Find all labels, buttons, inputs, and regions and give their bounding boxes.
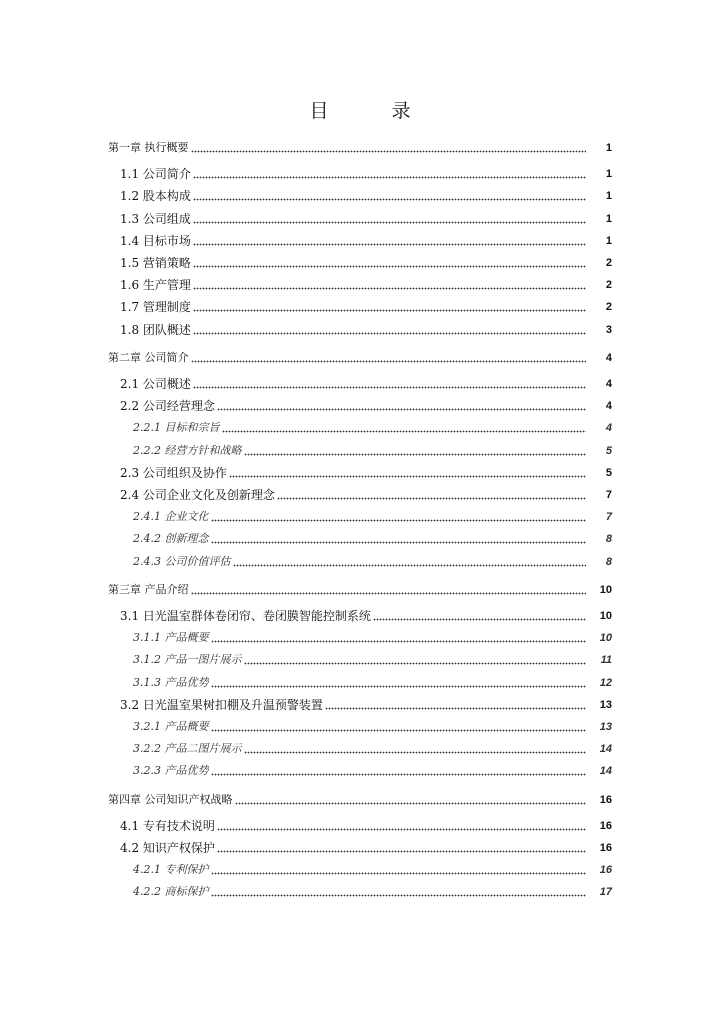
toc-entry-label: 1.3 公司组成 bbox=[120, 211, 191, 226]
toc-subsection-entry[interactable] bbox=[133, 859, 612, 877]
toc-section-entry[interactable] bbox=[120, 694, 612, 712]
toc-chapter-entry[interactable] bbox=[108, 579, 612, 597]
toc-entry-label: 4.2.2 商标保护 bbox=[133, 885, 209, 899]
toc-section-entry[interactable] bbox=[120, 252, 612, 270]
toc-section-entry[interactable] bbox=[120, 837, 612, 855]
toc-page-number: 4 bbox=[605, 378, 612, 390]
toc-chapter-entry[interactable] bbox=[108, 789, 612, 807]
toc-entry-label: 3.1.3 产品优势 bbox=[133, 675, 209, 689]
toc-dot-leader bbox=[193, 212, 586, 224]
toc-entry-label: 3.1.2 产品一图片展示 bbox=[133, 653, 242, 667]
toc-dot-leader bbox=[217, 399, 586, 411]
toc-page-number: 10 bbox=[599, 610, 612, 622]
toc-dot-leader bbox=[222, 421, 587, 433]
toc-dot-leader bbox=[193, 189, 586, 201]
toc-section-entry[interactable] bbox=[120, 815, 612, 833]
toc-page-number: 2 bbox=[605, 257, 612, 269]
toc-chapter-entry[interactable] bbox=[108, 137, 612, 155]
toc-entry-label: 3.2.1 产品概要 bbox=[133, 720, 209, 733]
toc-dot-leader bbox=[211, 764, 587, 776]
toc-page-number: 2 bbox=[605, 301, 612, 314]
toc-dot-leader bbox=[191, 583, 587, 595]
toc-dot-leader bbox=[229, 466, 586, 478]
toc-subsection-entry[interactable] bbox=[133, 649, 612, 667]
toc-entry-label: 1.7 管理制度 bbox=[120, 300, 191, 315]
toc-entry-label: 2.2.2 经营方针和战略 bbox=[133, 443, 242, 457]
toc-dot-leader bbox=[277, 488, 586, 500]
toc-dot-leader bbox=[217, 819, 586, 831]
toc-dot-leader bbox=[193, 167, 586, 179]
toc-subsection-entry[interactable] bbox=[133, 627, 612, 645]
toc-entry-label: 2.3 公司组织及协作 bbox=[120, 465, 227, 480]
toc-subsection-entry[interactable] bbox=[133, 672, 612, 690]
toc-page-number: 16 bbox=[599, 842, 612, 854]
toc-section-entry[interactable] bbox=[120, 185, 612, 203]
toc-page-number: 1 bbox=[605, 212, 612, 225]
toc-dot-leader bbox=[217, 841, 586, 853]
toc-chapter-entry[interactable] bbox=[108, 347, 612, 365]
toc-page-number: 13 bbox=[599, 698, 612, 711]
toc-entry-label: 1.2 股本构成 bbox=[120, 189, 191, 204]
toc-section-entry[interactable] bbox=[120, 395, 612, 413]
toc-dot-leader bbox=[193, 323, 586, 335]
toc-page-number: 3 bbox=[605, 323, 612, 336]
toc-entry-label: 2.4.3 公司价值评估 bbox=[133, 554, 231, 568]
toc-dot-leader bbox=[244, 444, 587, 456]
toc-entry-label: 2.4.2 创新理念 bbox=[133, 532, 209, 546]
toc-dot-leader bbox=[193, 377, 586, 389]
toc-entry-label: 3.1.1 产品概要 bbox=[133, 631, 209, 645]
toc-page-number: 17 bbox=[599, 886, 612, 899]
toc-dot-leader bbox=[211, 720, 587, 732]
toc-page-number: 1 bbox=[605, 168, 612, 181]
toc-dot-leader bbox=[191, 141, 587, 153]
toc-entry-label: 2.2 公司经营理念 bbox=[120, 399, 215, 414]
toc-section-entry[interactable] bbox=[120, 319, 612, 337]
toc-dot-leader bbox=[211, 863, 587, 875]
toc-page-number: 7 bbox=[605, 489, 612, 501]
toc-entry-label: 2.1 公司概述 bbox=[120, 377, 191, 391]
toc-dot-leader bbox=[211, 676, 587, 688]
toc-page-number: 11 bbox=[600, 654, 612, 667]
toc-section-entry[interactable] bbox=[120, 605, 612, 623]
toc-entry-label: 2.2.1 目标和宗旨 bbox=[133, 421, 220, 435]
toc-page-number: 1 bbox=[605, 234, 612, 247]
toc-dot-leader bbox=[325, 698, 586, 710]
page-title: 目 录 bbox=[309, 100, 433, 122]
toc-dot-leader bbox=[233, 555, 587, 567]
toc-entry-label: 2.4.1 企业文化 bbox=[133, 510, 209, 524]
toc-entry-label: 3.2 日光温室果树扣棚及升温预警装置 bbox=[120, 697, 323, 712]
toc-subsection-entry[interactable] bbox=[133, 417, 612, 435]
toc-entry-label: 1.5 营销策略 bbox=[120, 256, 191, 270]
toc-dot-leader bbox=[211, 510, 587, 522]
toc-dot-leader bbox=[244, 742, 587, 754]
toc-dot-leader bbox=[211, 631, 587, 643]
toc-entry-label: 第三章 产品介绍 bbox=[108, 582, 189, 596]
toc-section-entry[interactable] bbox=[120, 274, 612, 292]
toc-entry-label: 1.1 公司简介 bbox=[120, 167, 191, 182]
toc-entry-label: 4.2 知识产权保护 bbox=[120, 841, 215, 855]
toc-subsection-entry[interactable] bbox=[133, 440, 612, 458]
toc-dot-leader bbox=[211, 885, 587, 897]
toc-page-number: 8 bbox=[605, 555, 612, 568]
toc-dot-leader bbox=[244, 653, 587, 665]
toc-entry-label: 4.2.1 专利保护 bbox=[133, 863, 209, 877]
toc-page-number: 5 bbox=[605, 444, 612, 457]
toc-entry-label: 4.1 专有技术说明 bbox=[120, 818, 215, 833]
toc-page-number: 12 bbox=[599, 676, 612, 689]
toc-page-number: 2 bbox=[605, 279, 612, 292]
toc-page-number: 1 bbox=[605, 142, 612, 154]
toc-subsection-entry[interactable] bbox=[133, 506, 612, 524]
toc-page-number: 4 bbox=[605, 400, 612, 413]
toc-dot-leader bbox=[373, 609, 586, 621]
toc-entry-label: 1.4 目标市场 bbox=[120, 233, 191, 248]
toc-subsection-entry[interactable] bbox=[133, 528, 612, 546]
toc-section-entry[interactable] bbox=[120, 373, 612, 391]
toc-dot-leader bbox=[193, 256, 586, 268]
toc-section-entry[interactable] bbox=[120, 163, 612, 181]
toc-subsection-entry[interactable] bbox=[133, 716, 612, 734]
toc-entry-label: 第四章 公司知识产权战略 bbox=[108, 792, 233, 806]
toc-page-number: 4 bbox=[605, 422, 612, 435]
toc-entry-label: 第一章 执行概要 bbox=[108, 141, 189, 154]
toc-page-number: 4 bbox=[605, 351, 612, 364]
toc-page-number: 14 bbox=[599, 765, 612, 778]
toc-subsection-entry[interactable] bbox=[133, 551, 612, 569]
toc-entry-label: 1.6 生产管理 bbox=[120, 278, 191, 293]
toc-entry-label: 1.8 团队概述 bbox=[120, 322, 191, 337]
toc-dot-leader bbox=[235, 793, 587, 805]
toc-section-entry[interactable] bbox=[120, 230, 612, 248]
toc-subsection-entry[interactable] bbox=[133, 738, 612, 756]
toc-page-number: 10 bbox=[599, 583, 612, 596]
toc-section-entry[interactable] bbox=[120, 296, 612, 314]
toc-page-number: 16 bbox=[599, 793, 612, 806]
toc-dot-leader bbox=[211, 532, 587, 544]
toc-page-number: 7 bbox=[605, 511, 612, 524]
toc-page-number: 5 bbox=[605, 466, 612, 479]
toc-page-number: 10 bbox=[599, 632, 612, 645]
toc-dot-leader bbox=[193, 234, 586, 246]
toc-entry-label: 第二章 公司简介 bbox=[108, 350, 189, 364]
toc-page-number: 14 bbox=[599, 743, 612, 756]
toc-page-number: 1 bbox=[605, 190, 612, 203]
toc-page-number: 8 bbox=[605, 533, 612, 546]
toc-section-entry[interactable] bbox=[120, 208, 612, 226]
toc-entry-label: 3.2.3 产品优势 bbox=[133, 764, 209, 778]
toc-subsection-entry[interactable] bbox=[133, 760, 612, 778]
toc-page-number: 16 bbox=[599, 819, 612, 832]
toc-entry-label: 3.2.2 产品二图片展示 bbox=[133, 742, 242, 756]
toc-dot-leader bbox=[193, 300, 586, 312]
toc-section-entry[interactable] bbox=[120, 462, 612, 480]
toc-dot-leader bbox=[193, 278, 586, 290]
toc-page-number: 16 bbox=[599, 864, 612, 877]
toc-page-number: 13 bbox=[599, 721, 612, 733]
toc-entry-label: 3.1 日光温室群体卷闭帘、卷闭膜智能控制系统 bbox=[120, 609, 371, 623]
toc-dot-leader bbox=[191, 351, 587, 363]
toc-subsection-entry[interactable] bbox=[133, 881, 612, 899]
toc-section-entry[interactable] bbox=[120, 484, 612, 502]
toc-entry-label: 2.4 公司企业文化及创新理念 bbox=[120, 488, 275, 502]
